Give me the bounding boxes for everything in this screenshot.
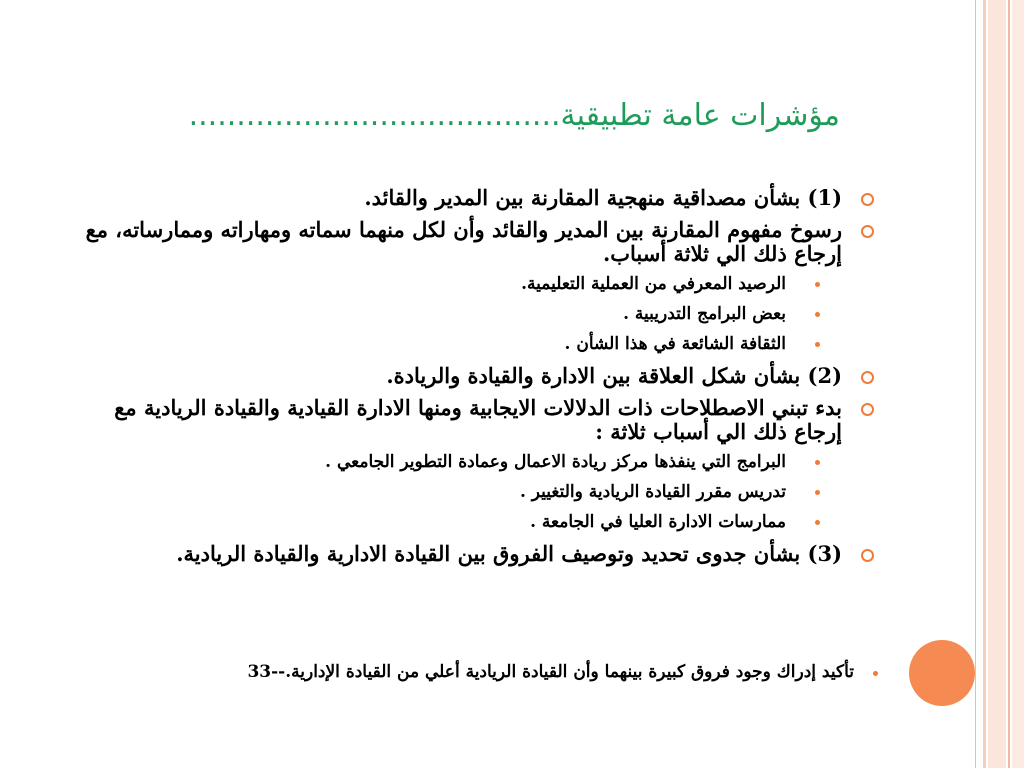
slide-title: مؤشرات عامة تطبيقية....................................... <box>188 98 840 133</box>
bullet-dot-icon <box>815 520 820 525</box>
item-text: (3) بشأن جدوى تحديد وتوصيف الفروق بين القيادة الادارية والقيادة الريادية. <box>176 541 842 566</box>
bullet-item <box>60 218 848 266</box>
sub-bullet-item <box>60 272 848 296</box>
ring-bullet-icon <box>861 371 874 384</box>
sub-bullet-item <box>60 332 848 356</box>
bullet-dot-icon <box>815 282 820 287</box>
ring-bullet-icon <box>861 549 874 562</box>
item-text: بدء تبني الاصطلاحات ذات الدلالات الايجابية ومنها الادارة القيادية والقيادة الريادية مع إرجاع ذلك الي أسباب ثلاثة : <box>114 395 842 444</box>
bullet-dot-icon <box>815 490 820 495</box>
bullet-dot-icon <box>873 671 878 676</box>
decorative-circle <box>909 640 975 706</box>
stripe <box>1008 0 1010 768</box>
bullet-item <box>60 542 848 566</box>
item-text: (1) بشأن مصداقية منهجية المقارنة بين المدير والقائد. <box>364 185 842 210</box>
stripe <box>988 0 1006 768</box>
bullet-dot-icon <box>815 312 820 317</box>
sub-bullet-item <box>60 510 848 534</box>
stripe <box>983 0 986 768</box>
bullet-item <box>60 364 848 388</box>
item-text: الثقافة الشائعة في هذا الشأن . <box>564 334 786 354</box>
bullet-item <box>60 186 848 210</box>
bullet-item <box>60 396 848 444</box>
last-bullet-item <box>80 660 880 684</box>
decorative-stripes <box>964 0 1024 768</box>
bullet-dot-icon <box>815 460 820 465</box>
item-text: (2) بشأن شكل العلاقة بين الادارة والقيادة والريادة. <box>386 363 842 388</box>
item-text: الرصيد المعرفي من العملية التعليمية. <box>521 274 786 294</box>
sub-bullet-item <box>60 480 848 504</box>
ring-bullet-icon <box>861 403 874 416</box>
item-text: تدريس مقرر القيادة الريادية والتغيير . <box>519 482 786 502</box>
item-text: رسوخ مفهوم المقارنة بين المدير والقائد وأن لكل منهما سماته ومهاراته وممارساته، مع إرجاع ذلك الي ثلاثة أسباب. <box>85 217 842 266</box>
ring-bullet-icon <box>861 193 874 206</box>
sub-bullet-item <box>60 302 848 326</box>
last-item-text: تأكيد إدراك وجود فروق كبيرة بينهما وأن القيادة الريادية أعلي من القيادة الإدارية.--33 <box>247 662 854 682</box>
item-text: ممارسات الادارة العليا في الجامعة . <box>530 512 786 532</box>
sub-bullet-item <box>60 450 848 474</box>
item-text: البرامج التي ينفذها مركز ريادة الاعمال وعمادة التطوير الجامعي . <box>325 452 786 472</box>
ring-bullet-icon <box>861 225 874 238</box>
stripe <box>975 0 976 768</box>
bullet-dot-icon <box>815 342 820 347</box>
item-text: بعض البرامج التدريبية . <box>623 304 786 324</box>
slide-content <box>60 178 848 566</box>
stripe <box>1012 0 1024 768</box>
